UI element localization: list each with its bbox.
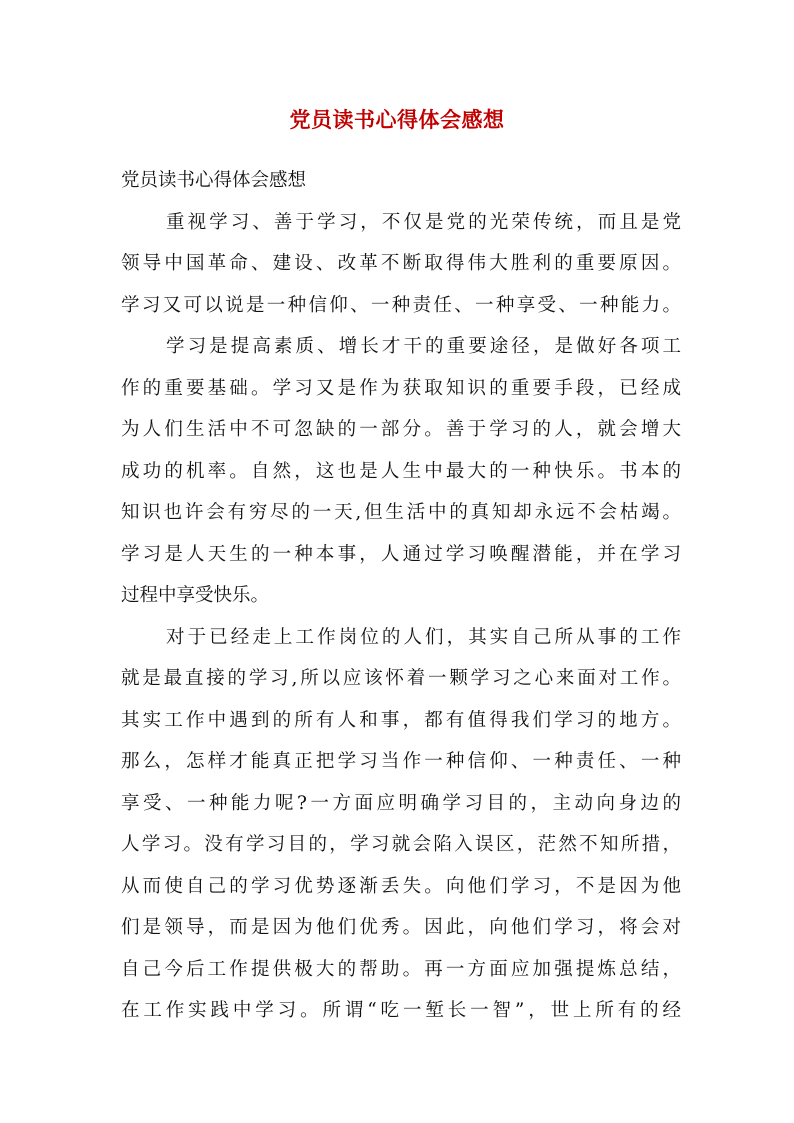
section-heading: 党员读书心得体会感想 xyxy=(121,170,307,191)
paragraph-line: 学习是人天生的一种本事，人通过学习唤醒潜能，并在学习 xyxy=(121,543,681,565)
paragraph-line: 过程中享受快乐。 xyxy=(121,585,270,606)
paragraph-line: 人学习。没有学习目的，学习就会陷入误区，茫然不知所措， xyxy=(121,834,681,855)
paragraph-line: 从而使自己的学习优势逐渐丢失。向他们学习，不是因为他 xyxy=(121,875,681,897)
paragraph-line: 享受、一种能力呢?一方面应明确学习目的，主动向身边的 xyxy=(121,792,681,814)
paragraph-line: 对于已经走上工作岗位的人们，其实自己所从事的工作 xyxy=(166,626,681,648)
paragraph-line: 重视学习、善于学习，不仅是党的光荣传统，而且是党 xyxy=(166,211,681,233)
paragraph-line: 就是最直接的学习,所以应该怀着一颗学习之心来面对工作。 xyxy=(121,668,681,689)
document-title: 党员读书心得体会感想 xyxy=(289,107,505,132)
paragraph-line: 其实工作中遇到的所有人和事，都有值得我们学习的地方。 xyxy=(121,709,681,731)
document-body xyxy=(121,160,681,1032)
paragraph-line: 知识也许会有穷尽的一天,但生活中的真知却永远不会枯竭。 xyxy=(121,502,681,523)
paragraph-line: 学习又可以说是一种信仰、一种责任、一种享受、一种能力。 xyxy=(121,294,681,316)
paragraph-line: 学习是提高素质、增长才干的重要途径，是做好各项工 xyxy=(166,336,681,357)
paragraph-line: 作的重要基础。学习又是作为获取知识的重要手段，已经成 xyxy=(121,377,681,399)
paragraph-line: 为人们生活中不可忽缺的一部分。善于学习的人，就会增大 xyxy=(121,419,681,440)
paragraph-line: 自己今后工作提供极大的帮助。再一方面应加强提炼总结， xyxy=(121,958,681,980)
paragraph-line: 领导中国革命、建设、改革不断取得伟大胜利的重要原因。 xyxy=(121,253,681,274)
paragraph-line: 成功的机率。自然，这也是人生中最大的一种快乐。书本的 xyxy=(121,460,681,482)
paragraph-line: 在工作实践中学习。所谓“吃一堑长一智”，世上所有的经 xyxy=(121,1000,681,1021)
paragraph-line: 那么，怎样才能真正把学习当作一种信仰、一种责任、一种 xyxy=(121,751,681,772)
paragraph-line: 们是领导，而是因为他们优秀。因此，向他们学习，将会对 xyxy=(121,917,681,938)
